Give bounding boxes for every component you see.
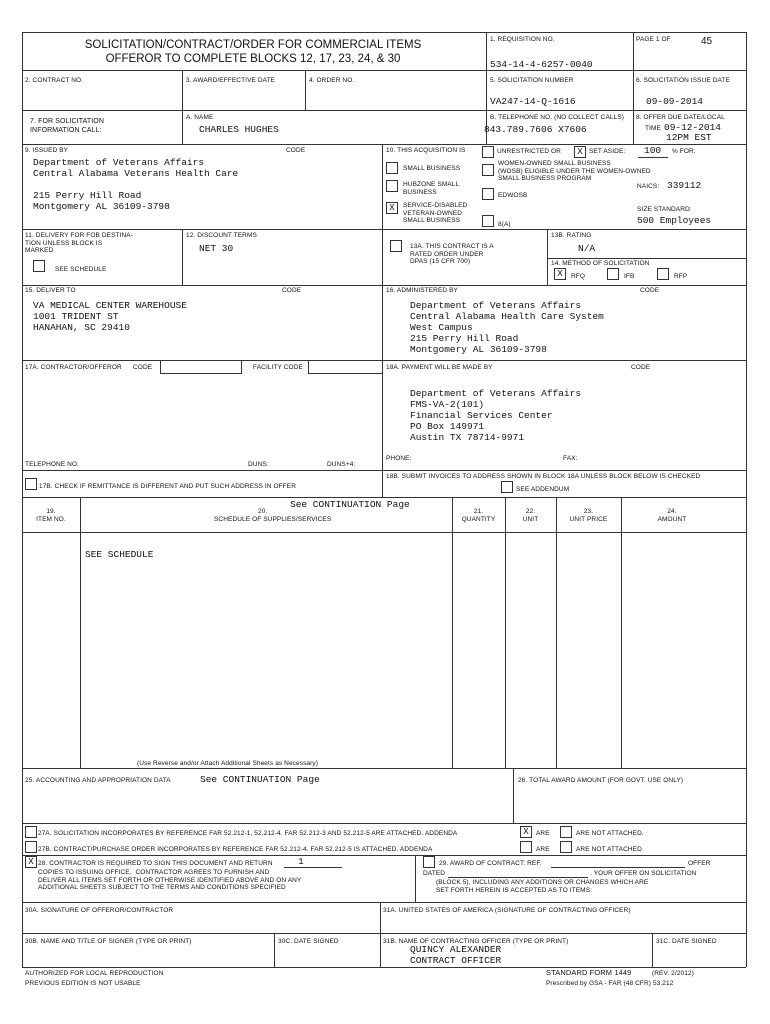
8a-checkbox[interactable] [482,215,494,227]
offer-due-time[interactable]: 12PM EST [666,132,712,143]
offer-due-time-label: TIME [645,125,661,132]
rating-label: 13B. RATING [551,232,592,239]
contract-number-label: 2. CONTRACT NO. [25,77,84,84]
form-title-line2: OFFEROR TO COMPLETE BLOCKS 12, 17, 23, 24, & 30 [105,53,401,65]
rfp-label: RFP [674,273,688,280]
27a-checkbox[interactable] [25,826,37,838]
facility-code-box[interactable] [308,360,383,374]
info-call-label-1: 7. FOR SOLICITATION [30,118,104,125]
quantity-header: 21. QUANTITY [461,508,496,523]
administered-by-label: 16. ADMINISTERED BY [386,287,458,294]
unrestricted-label: UNRESTRICTED OR [497,148,561,155]
27b-are-label: ARE [536,846,550,853]
edwosb-checkbox[interactable] [482,188,494,200]
payment-code-label: CODE [631,364,651,371]
unit-price-header: 23. UNIT PRICE [569,508,608,523]
page-label: PAGE 1 OF [636,36,671,43]
set-aside-percent[interactable]: 100 [644,145,662,156]
accounting-label: 25. ACCOUNTING AND APPROPRIATION DATA [25,777,171,784]
rfp-checkbox[interactable] [657,268,669,280]
discount-terms-label: 12. DISCOUNT TERMS [186,232,257,239]
officer-name-label: 31B. NAME OF CONTRACTING OFFICER (TYPE OR PRINT) [383,938,569,945]
form-bottom-border [22,967,746,968]
small-business-label: SMALL BUSINESS [403,165,461,172]
29-checkbox[interactable] [423,856,435,868]
signer-name-label: 30B. NAME AND TITLE OF SIGNER (TYPE OR PRINT) [25,938,192,945]
method-label: 14. METHOD OF SOLICITATION [551,260,650,267]
wosb-label: WOMEN-OWNED SMALL BUSINESS (WOSB) ELIGIBLE UNDER THE WOMEN-OWNED SMALL BUSINESS PROGRAM [498,160,651,182]
schedule-continuation[interactable]: See CONTINUATION Page [290,499,410,510]
29-solicitation-label: . YOUR OFFER ON SOLICITATION [590,870,697,877]
amount-header: 24. AMOUNT [657,508,687,523]
schedule-col20-number: 20. [258,508,268,515]
addendum-label: SEE ADDENDUM [516,486,570,493]
see-schedule-label: SEE SCHEDULE [55,266,107,273]
8a-label: 8(A) [498,221,511,228]
ifb-checkbox[interactable] [607,268,619,280]
award-date-label: 3. AWARD/EFFECTIVE DATE [186,77,276,84]
footer-previous-edition: PREVIOUS EDITION IS NOT USABLE [25,980,141,987]
size-standard[interactable]: 500 Employees [637,215,712,226]
form-top-border [22,32,746,33]
solicitation-date[interactable]: 09-09-2014 [646,96,704,107]
addendum-checkbox[interactable] [501,481,513,493]
payment-phone-label: PHONE: [386,455,412,462]
payment-by-label: 18A. PAYMENT WILL BE MADE BY [386,364,493,371]
solicitation-number-label: 5. SOLICITATION NUMBER [490,77,574,84]
set-aside-checkbox[interactable]: X [574,146,586,158]
schedule-body[interactable]: SEE SCHEDULE [85,549,154,560]
form-left-border [22,32,23,967]
contact-name[interactable]: CHARLES HUGHES [199,124,279,135]
offer-due-date[interactable]: 09-12-2014 [664,122,722,133]
27b-not-checkbox[interactable] [560,841,572,853]
hubzone-checkbox[interactable] [386,180,398,192]
telephone-number[interactable]: 843.789.7606 X7606 [484,124,587,135]
footer-form-name: STANDARD FORM 1449 [546,968,632,977]
reverse-note: (Use Reverse and/or Attach Additional Sheets as Necessary) [137,760,319,767]
remittance-checkbox[interactable] [25,478,37,490]
small-business-checkbox[interactable] [386,162,398,174]
form-right-border [746,32,747,967]
27a-are-label: ARE [536,830,550,837]
facility-code-label: FACILITY CODE [253,364,303,371]
info-call-label-2: INFORMATION CALL: [30,127,102,134]
footer-revision: (REV. 2/2012) [652,970,694,977]
discount-terms[interactable]: NET 30 [199,243,234,254]
27b-label: 27B. CONTRACT/PURCHASE ORDER INCORPORATES BY REFERENCE FAR 52.212-4. FAR 52.212-5 IS ATTACHED. ADDENDA [38,846,433,853]
hubzone-label: HUBZONE SMALL BUSINESS [403,181,460,196]
page-count: 45 [701,36,713,47]
form-title-line1: SOLICITATION/CONTRACT/ORDER FOR COMMERCIAL ITEMS [84,39,422,51]
sdvosb-label: SERVICE-DISABLED VETERAN-OWNED SMALL BUSINESS [403,202,468,224]
issued-by-address[interactable]: Department of Veterans Affairs Central Alabama Veterans Health Care 215 Perry Hill Road Montgomery AL 36109-3798 [33,157,239,212]
issued-by-label: 9. ISSUED BY [25,147,69,154]
sdvosb-checkbox[interactable]: X [386,202,398,214]
contractor-code-label: CODE [133,364,153,371]
offeror-date-label: 30C. DATE SIGNED [278,938,339,945]
solicitation-number[interactable]: VA247-14-Q-1616 [490,96,576,107]
contractor-code-box[interactable] [160,360,242,374]
invoice-label: 18B. SUBMIT INVOICES TO ADDRESS SHOWN IN BLOCK 18A UNLESS BLOCK BELOW IS CHECKED [386,473,701,480]
payment-fax-label: FAX: [563,455,578,462]
28-checkbox[interactable]: X [25,856,37,868]
naics-code[interactable]: 339112 [667,180,702,191]
rated-order-label: 13A. THIS CONTRACT IS A RATED ORDER UNDER DPAS (15 CFR 700) [410,243,494,265]
27a-are-checkbox[interactable]: X [520,826,532,838]
28-copies[interactable]: 1 [298,856,304,867]
offer-due-label: 8. OFFER DUE DATE/LOCAL [636,114,725,121]
footer-prescribed: Prescribed by GSA - FAR (48 CFR) 53.212 [546,980,674,987]
telephone-label: B. TELEPHONE NO. (NO COLLECT CALLS) [490,114,625,121]
footer-authorized: AUTHORIZED FOR LOCAL REPRODUCTION [25,970,164,977]
27b-checkbox[interactable] [25,841,37,853]
offeror-signature-label: 30A. SIGNATURE OF OFFEROR/CONTRACTOR [25,907,174,914]
requisition-number[interactable]: 534-14-4-6257-0040 [490,59,593,70]
order-number-label: 4. ORDER NO. [309,77,355,84]
deliver-to-label: 15. DELIVER TO [25,287,76,294]
remittance-label: 17B. CHECK IF REMITTANCE IS DIFFERENT AND PUT SUCH ADDRESS IN OFFER [39,483,296,490]
28-label: 28. CONTRACTOR IS REQUIRED TO SIGN THIS DOCUMENT AND RETURN [38,860,273,867]
unrestricted-checkbox[interactable] [482,146,494,158]
contractor-label: 17A. CONTRACTOR/OFFEROR [25,364,122,371]
29-text: (BLOCK 5), INCLUDING ANY ADDITIONS OR CHANGES WHICH ARE SET FORTH HEREIN IS ACCEPTED AS TO ITEMS: [436,879,649,894]
rfq-checkbox[interactable]: X [554,268,566,280]
27b-are-checkbox[interactable] [520,841,532,853]
administered-by-code-label: CODE [640,287,660,294]
solicitation-date-label: 6. SOLICITATION ISSUE DATE [636,77,730,84]
wosb-checkbox[interactable] [482,164,494,176]
size-standard-label: SIZE STANDARD: [637,206,692,213]
officer-date-label: 31C. DATE SIGNED [656,938,717,945]
requisition-label: 1. REQUISITION NO. [490,36,555,43]
us-signature-label: 31A. UNITED STATES OF AMERICA (SIGNATURE OF CONTRACTING OFFICER) [383,907,631,914]
27a-not-checkbox[interactable] [560,826,572,838]
payment-address[interactable]: Department of Veterans Affairs FMS-VA-2(101) Financial Services Center PO Box 149971 Austin TX 78714-9971 [410,388,582,443]
29-offer-label: OFFER [688,860,711,867]
rfq-label: RFQ [571,273,586,280]
28-text: COPIES TO ISSUING OFFICE. CONTRACTOR AGREES TO FURNISH AND DELIVER ALL ITEMS SET FORTH OR OTHERWISE IDENTIFIED ABOVE AND ON ANY ADDITIONAL SHEETS SUBJECT TO THE TERMS AND CONDITIONS SPECIFIED [38,869,302,891]
duns-label: DUNS: [248,461,269,468]
27a-label: 27A. SOLICITATION INCORPORATES BY REFERENCE FAR 52.212-1, 52.212-4. FAR 52.212-3 AND 52.212-5 ARE ATTACHED. ADDENDA [38,830,458,837]
contact-name-label: A. NAME [186,114,214,121]
rating-value[interactable]: N/A [578,243,596,254]
officer-title[interactable]: CONTRACT OFFICER [410,955,502,966]
deliver-to-code-label: CODE [282,287,302,294]
telephone-no-label: TELEPHONE NO. [25,461,80,468]
total-award-label: 26. TOTAL AWARD AMOUNT (FOR GOVT. USE ONLY) [518,777,684,784]
deliver-to-address[interactable]: VA MEDICAL CENTER WAREHOUSE 1001 TRIDENT ST HANAHAN, SC 29410 [33,300,187,333]
administered-by-address[interactable]: Department of Veterans Affairs Central Alabama Health Care System West Campus 215 Perry Hill Road Montgomery AL 36109-3798 [410,300,604,355]
edwosb-label: EDWOSB [498,192,528,199]
schedule-header: SCHEDULE OF SUPPLIES/SERVICES [214,516,332,523]
27b-not-label: ARE NOT ATTACHED [576,846,642,853]
issued-by-code-label: CODE [286,147,306,154]
naics-label: NAICS: [637,183,660,190]
officer-name[interactable]: QUINCY ALEXANDER [410,944,502,955]
delivery-fob-label: 11. DELIVERY FOR FOB DESTINA- TION UNLESS BLOCK IS MARKED [25,232,134,254]
ifb-label: IFB [624,273,635,280]
accounting-data[interactable]: See CONTINUATION Page [200,774,320,785]
set-aside-percent-label: % FOR: [672,148,696,155]
29-label: 29. AWARD OF CONTRACT: REF. [439,860,542,867]
item-no-header: 19. ITEM NO. [36,508,66,523]
see-schedule-checkbox[interactable] [33,260,45,272]
acquisition-label: 10. THIS ACQUISITION IS [386,147,466,154]
27a-not-label: ARE NOT ATTACHED. [576,830,644,837]
unit-header: 22. UNIT [522,508,539,523]
set-aside-label: SET ASIDE: [589,148,626,155]
rated-order-checkbox[interactable] [390,240,402,252]
29-dated-label: DATED [423,870,446,877]
duns4-label: DUNS+4: [327,461,356,468]
